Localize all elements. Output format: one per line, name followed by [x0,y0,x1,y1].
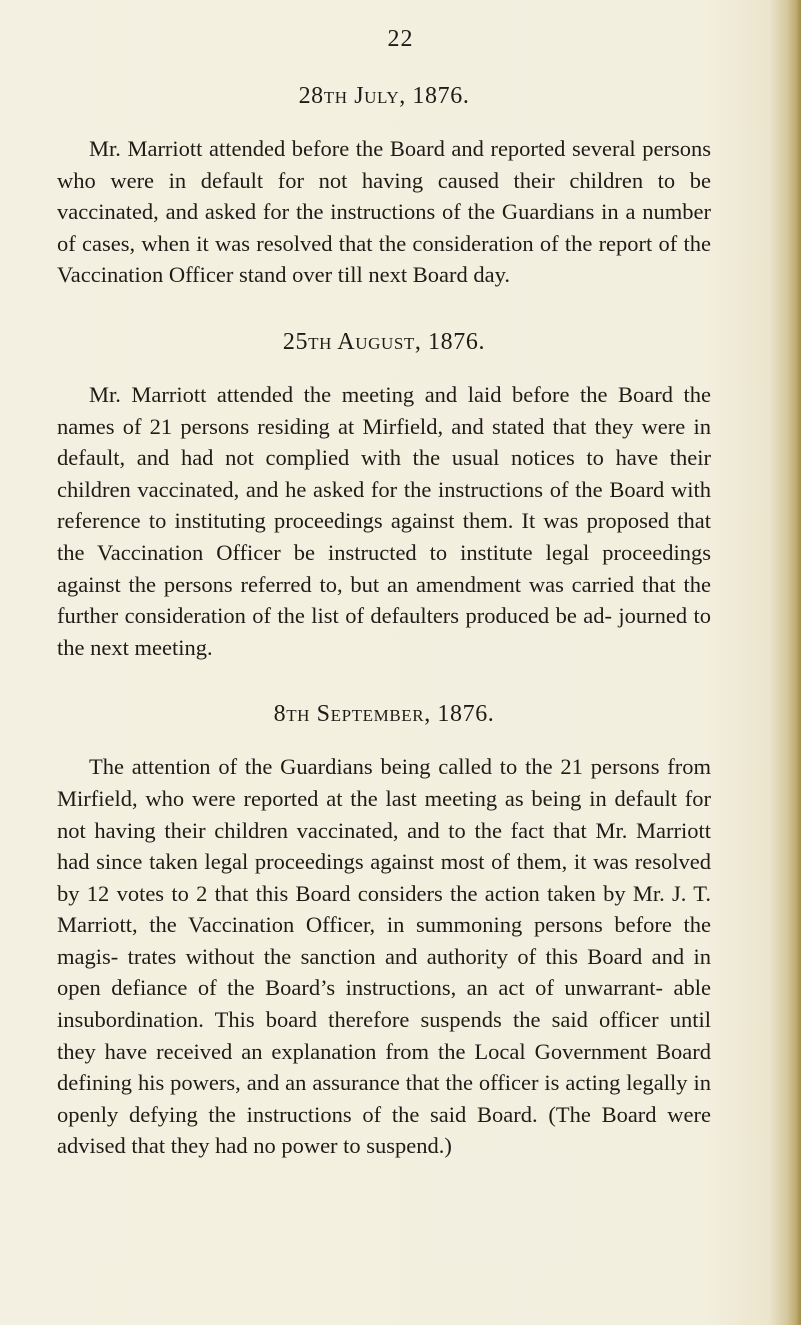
page-number: 22 [387,26,414,52]
entry-date-heading [57,326,711,358]
entry-paragraph: The attention of the Guardians being called to the 21 persons from Mirfield, who were reported at the last meeting as being in default for not having their children vaccinated, and to the fact that Mr. Marriott had since taken legal proceedings against most of them, it was resolved by 12 votes to 2 that this Board considers the action taken by Mr. J. T. Marriott, the Vaccination Officer, in summoning persons before the magis- trates without the sanction and authority of this Board and in open defiance of the Board’s instructions, an act of unwarrant- able insubordination. This board therefore suspends the said officer until they have received an explanation from the Local Government Board defining his powers, and an assurance that the officer is acting legally in openly defying the instructions of the said Board. (The Board were advised that they had no power to suspend.) [57,754,711,1159]
entry-date: 8th September, 1876. [273,701,495,728]
entry-date-heading [57,80,711,112]
entry-date-heading [57,698,711,730]
entry-paragraph: Mr. Marriott attended before the Board and reported several persons who were in default for not having caused their children to be vaccinated, and asked for the instructions of the Guardians in a number of cases, when it was resolved that the consideration of the report of the Vaccination Officer stand over till next Board day. [57,136,711,288]
entry-date: 25th August, 1876. [282,328,486,355]
entry-date: 28th July, 1876. [298,83,470,109]
minutes-text [57,80,711,1197]
page-edge-shadow [787,0,801,1325]
entry-paragraph: Mr. Marriott attended the meeting and laid before the Board the names of 21 persons residing at Mirfield, and stated that they were in default, and had not complied with the usual notices to have their children vaccinated, and he asked for the instructions of the Board with reference to instituting proceedings against them. It was proposed that the Vaccination Officer be instructed to institute legal proceedings against the persons referred to, but an amendment was carried that the further consideration of the list of defaulters produced be ad- journed to the next meeting. [57,381,711,660]
